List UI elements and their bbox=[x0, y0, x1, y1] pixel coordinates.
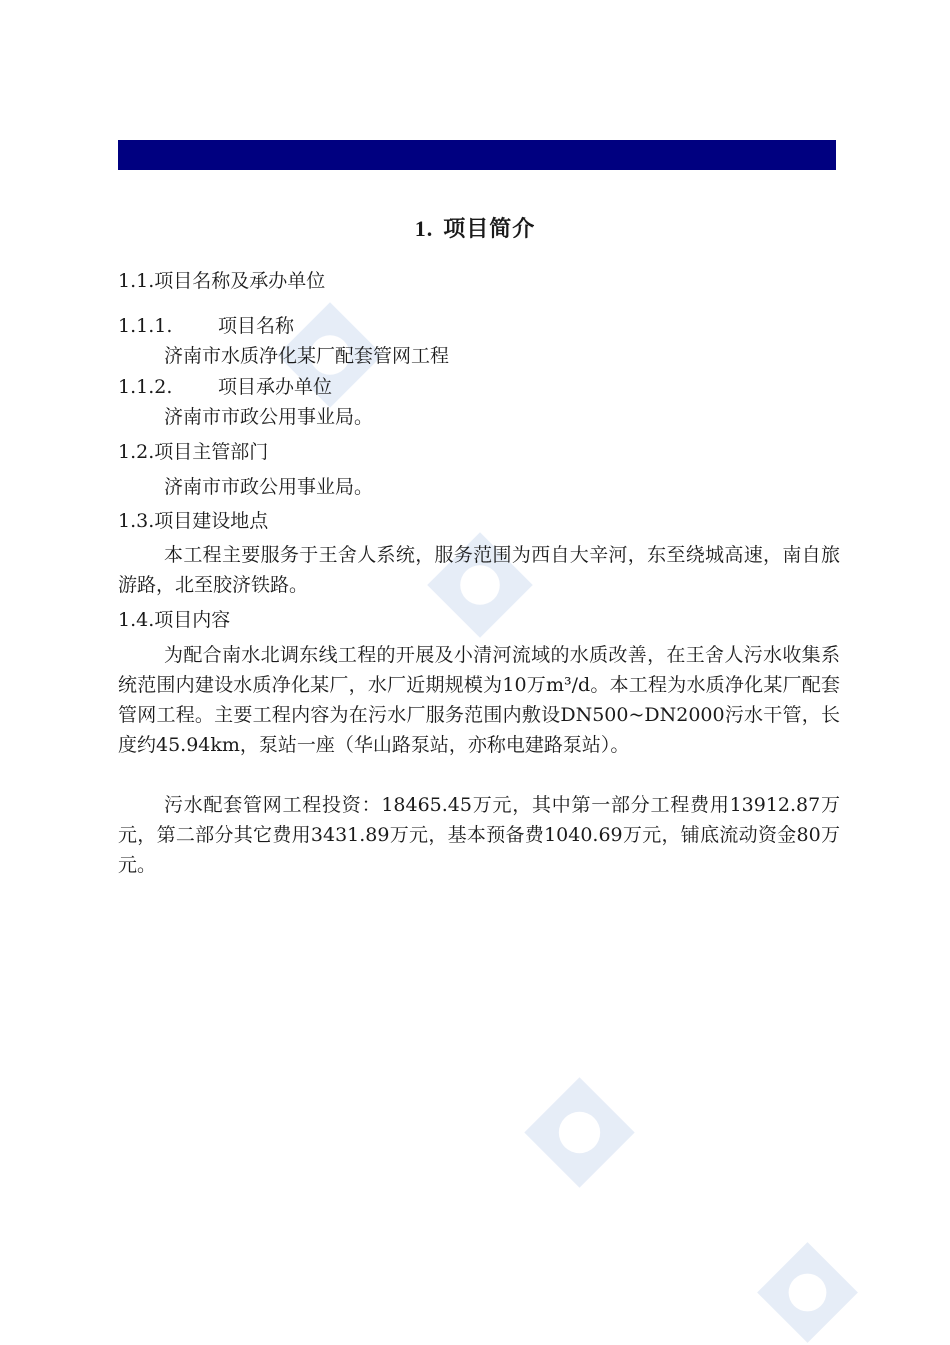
content-paragraph bbox=[118, 640, 840, 760]
project-name-text: 济南市水质净化某厂配套管网工程 bbox=[164, 345, 450, 367]
section-1-1-1-heading bbox=[118, 311, 294, 341]
content-text: 为配合南水北调东线工程的开展及小清河流域的水质改善，在王舍人污水收集系统范围内建设水质净化某厂，水厂近期规模为10万m³/d。本工程为水质净化某厂配套管网工程。主要工程内容为在污水厂服务范围内敷设DN500~DN2000污水干管，长度约45.94km，泵站一座（华山路泵站，亦称电建路泵站）。 bbox=[118, 644, 840, 756]
section-1-1-2-heading bbox=[118, 372, 332, 402]
section-number: 1.1.2. bbox=[118, 376, 173, 398]
snowflake-watermark-icon bbox=[522, 1075, 637, 1190]
investment-text: 污水配套管网工程投资：18465.45万元，其中第一部分工程费用13912.87万元，第二部分其它费用3431.89万元，基本预备费1040.69万元，铺底流动资金80万元。 bbox=[118, 794, 840, 876]
section-label: 项目名称 bbox=[218, 315, 295, 337]
organizer-text: 济南市市政公用事业局。 bbox=[164, 406, 374, 428]
location-paragraph bbox=[118, 540, 840, 600]
section-1-4-heading: 1.4.项目内容 bbox=[118, 609, 231, 631]
section-1-3-heading: 1.3.项目建设地点 bbox=[118, 510, 269, 532]
department-text: 济南市市政公用事业局。 bbox=[164, 476, 374, 498]
header-bar bbox=[118, 140, 836, 170]
title-text: 项目简介 bbox=[443, 216, 536, 242]
section-number: 1.1.1. bbox=[118, 315, 173, 337]
page-title bbox=[0, 212, 950, 243]
section-1-1-heading: 1.1.项目名称及承办单位 bbox=[118, 270, 326, 292]
title-number: 1. bbox=[414, 216, 434, 241]
location-text: 本工程主要服务于王舍人系统，服务范围为西自大辛河，东至绕城高速，南自旅游路，北至胶济铁路。 bbox=[118, 544, 840, 596]
section-1-2-heading: 1.2.项目主管部门 bbox=[118, 441, 269, 463]
investment-paragraph bbox=[118, 790, 840, 880]
section-label: 项目承办单位 bbox=[218, 376, 333, 398]
snowflake-watermark-icon bbox=[755, 1240, 860, 1345]
